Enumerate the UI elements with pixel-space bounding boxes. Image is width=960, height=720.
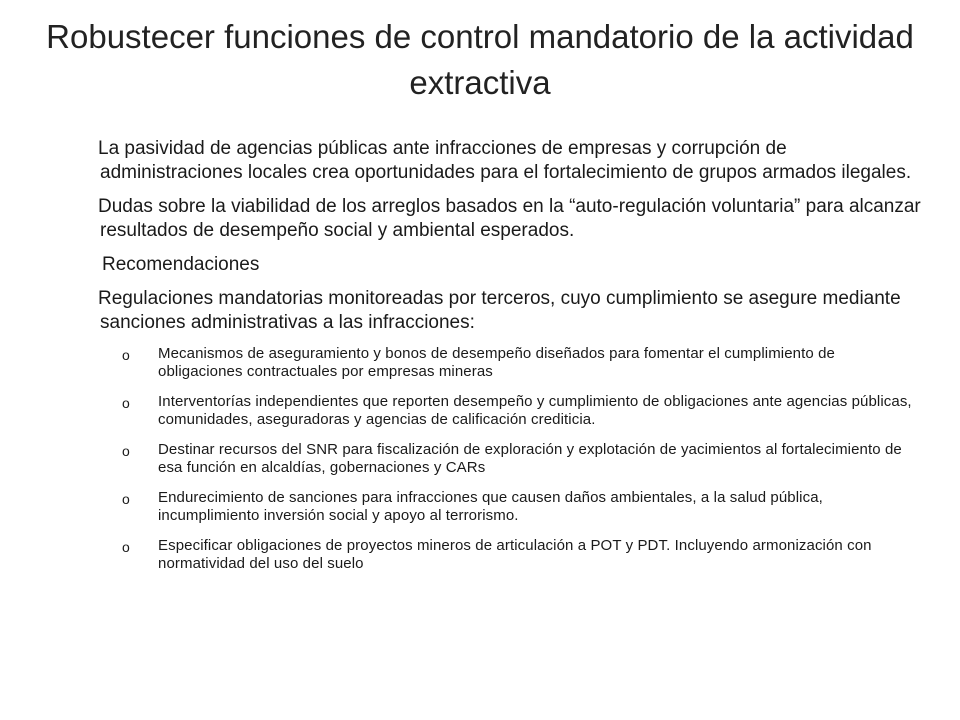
list-item-text: Destinar recursos del SNR para fiscalización de exploración y explotación de yacimientos al fortalecimiento de esa función en alcaldías, gobernaciones y CARs (158, 441, 902, 476)
list-item (122, 537, 922, 573)
paragraph-passivity: La pasividad de agencias públicas ante infracciones de empresas y corrupción de administraciones locales crea oportunidades para el fortalecimiento de grupos armados ilegales. (98, 138, 912, 183)
bullet-marker-icon: o (122, 395, 130, 411)
recommendations-heading: Recomendaciones (102, 254, 260, 275)
list-item (122, 489, 922, 525)
list-item-text: Interventorías independientes que reporten desempeño y cumplimiento de obligaciones ante agencias públicas, comunidades, aseguradoras y agencias de calificación crediticia. (158, 393, 912, 428)
bullet-marker-icon: o (122, 491, 130, 507)
list-item-text: Mecanismos de aseguramiento y bonos de desempeño diseñados para fomentar el cumplimiento de obligaciones contractuales por empresas mineras (158, 345, 835, 380)
list-item (122, 441, 922, 477)
bullet-marker-icon: o (122, 443, 130, 459)
recommendations-intro: Regulaciones mandatorias monitoreadas por terceros, cuyo cumplimiento se asegure mediante sanciones administrativas a las infracciones: (98, 288, 901, 333)
slide-title: Robustecer funciones de control mandatorio de la actividad extractiva (46, 18, 914, 101)
bullet-marker-icon: o (122, 347, 130, 363)
list-item (122, 393, 922, 429)
bullet-marker-icon: o (122, 539, 130, 555)
list-item-text: Endurecimiento de sanciones para infracciones que causen daños ambientales, a la salud pública, incumplimiento inversión social y apoyo al terrorismo. (158, 489, 823, 524)
list-item-text: Especificar obligaciones de proyectos mineros de articulación a POT y PDT. Incluyendo armonización con normatividad del uso del suelo (158, 537, 872, 572)
list-item (122, 345, 922, 381)
recommendations-list (82, 345, 922, 573)
paragraph-doubts: Dudas sobre la viabilidad de los arreglos basados en la “auto-regulación voluntaria” para alcanzar resultados de desempeño social y ambiental esperados. (98, 196, 921, 241)
slide-body (82, 137, 922, 585)
